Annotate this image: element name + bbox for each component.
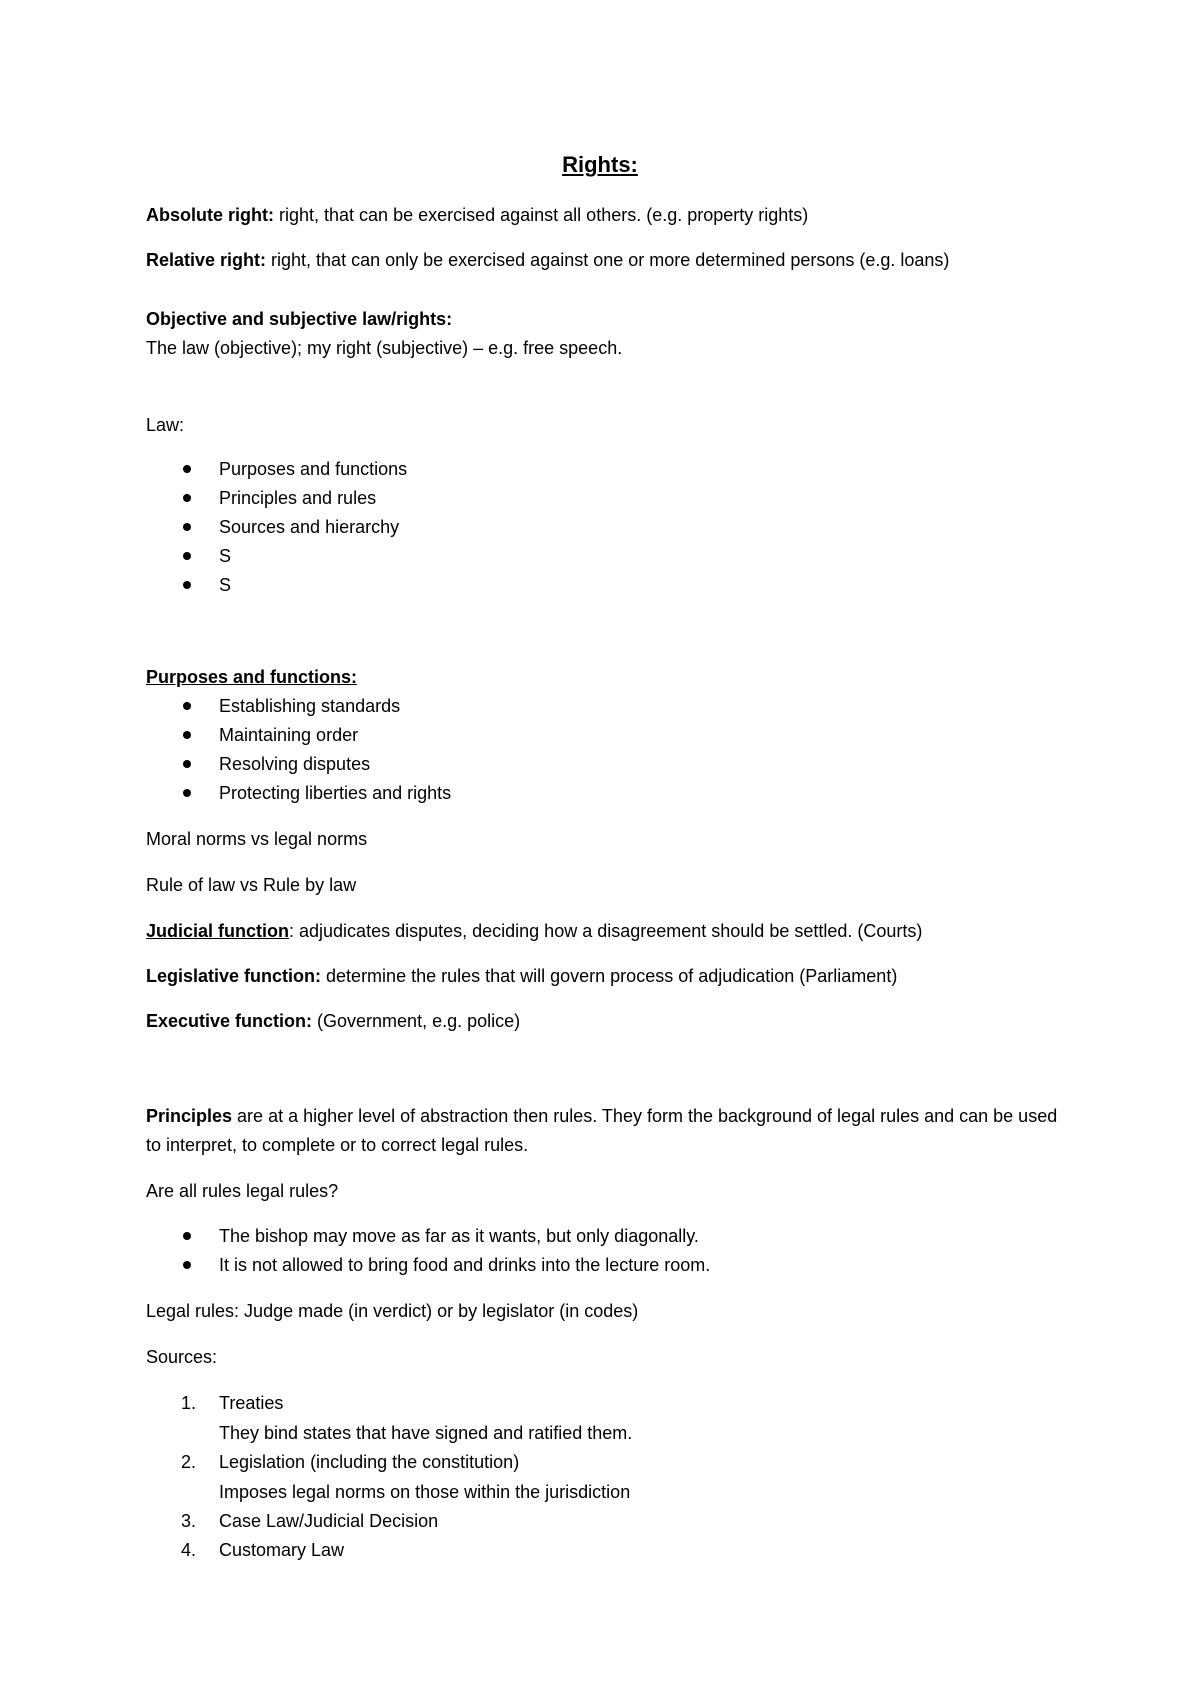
law-list-item: S bbox=[219, 546, 232, 566]
sources-label: Sources: bbox=[146, 1347, 218, 1367]
page-title: Rights: bbox=[562, 152, 638, 177]
legislative-function-term: Legislative function: bbox=[146, 966, 322, 986]
absolute-right-text: right, that can be exercised against all others. (e.g. property rights) bbox=[274, 205, 809, 225]
rule-of-law-line: Rule of law vs Rule by law bbox=[146, 875, 357, 895]
law-list-item: Purposes and functions bbox=[219, 459, 408, 479]
bullet-icon bbox=[183, 465, 191, 473]
bullet-icon bbox=[183, 1261, 191, 1269]
rule-example-item: The bishop may move as far as it wants, but only diagonally. bbox=[219, 1226, 699, 1246]
sources-item: Treaties bbox=[219, 1393, 284, 1413]
sources-item: Case Law/Judicial Decision bbox=[219, 1511, 439, 1531]
judicial-function-text: : adjudicates disputes, deciding how a disagreement should be settled. (Courts) bbox=[289, 921, 923, 941]
are-all-rules-line: Are all rules legal rules? bbox=[146, 1181, 339, 1201]
objective-subjective-heading: Objective and subjective law/rights: bbox=[146, 309, 453, 329]
purposes-heading: Purposes and functions: bbox=[146, 667, 358, 687]
bullet-icon bbox=[183, 760, 191, 768]
bullet-icon bbox=[183, 789, 191, 797]
absolute-right-term: Absolute right: bbox=[146, 205, 274, 225]
bullet-icon bbox=[183, 702, 191, 710]
objective-subjective-text: The law (objective); my right (subjective) – e.g. free speech. bbox=[146, 338, 623, 358]
law-list-item: Principles and rules bbox=[219, 488, 377, 508]
executive-function-text: (Government, e.g. police) bbox=[312, 1011, 521, 1031]
relative-right-text: right, that can only be exercised against one or more determined persons (e.g. loans) bbox=[266, 250, 950, 270]
executive-function-line bbox=[146, 1010, 520, 1032]
moral-norms-line: Moral norms vs legal norms bbox=[146, 829, 368, 849]
sources-number: 2. bbox=[181, 1452, 197, 1472]
legislative-function-text: determine the rules that will govern process of adjudication (Parliament) bbox=[321, 966, 898, 986]
sources-item-detail: Imposes legal norms on those within the jurisdiction bbox=[219, 1482, 631, 1502]
purposes-list-item: Resolving disputes bbox=[219, 754, 371, 774]
purposes-list-item: Establishing standards bbox=[219, 696, 401, 716]
bullet-icon bbox=[183, 731, 191, 739]
law-label: Law: bbox=[146, 415, 185, 435]
purposes-list-item: Protecting liberties and rights bbox=[219, 783, 452, 803]
sources-item: Customary Law bbox=[219, 1540, 345, 1560]
relative-right-term: Relative right: bbox=[146, 250, 267, 270]
bullet-icon bbox=[183, 494, 191, 502]
judicial-function-line bbox=[146, 920, 922, 942]
rule-example-item: It is not allowed to bring food and drinks into the lecture room. bbox=[219, 1255, 711, 1275]
bullet-icon bbox=[183, 552, 191, 560]
absolute-right-line bbox=[146, 204, 808, 226]
sources-number: 3. bbox=[181, 1511, 197, 1531]
bullet-icon bbox=[183, 581, 191, 589]
principles-paragraph bbox=[146, 1102, 1066, 1160]
sources-item-detail: They bind states that have signed and ratified them. bbox=[219, 1423, 633, 1443]
principles-term: Principles bbox=[146, 1106, 233, 1126]
principles-text: are at a higher level of abstraction then rules. They form the background of legal rules and can be used to interpret, to complete or to correct legal rules. bbox=[146, 1106, 1058, 1155]
relative-right-line bbox=[146, 249, 949, 271]
sources-item: Legislation (including the constitution) bbox=[219, 1452, 520, 1472]
executive-function-term: Executive function: bbox=[146, 1011, 313, 1031]
legal-rules-line: Legal rules: Judge made (in verdict) or by legislator (in codes) bbox=[146, 1301, 639, 1321]
sources-number: 4. bbox=[181, 1540, 197, 1560]
law-list-item: S bbox=[219, 575, 232, 595]
judicial-function-term: Judicial function bbox=[146, 921, 290, 941]
bullet-icon bbox=[183, 1232, 191, 1240]
bullet-icon bbox=[183, 523, 191, 531]
sources-number: 1. bbox=[181, 1393, 197, 1413]
legislative-function-line bbox=[146, 965, 897, 987]
purposes-list-item: Maintaining order bbox=[219, 725, 359, 745]
law-list-item: Sources and hierarchy bbox=[219, 517, 400, 537]
